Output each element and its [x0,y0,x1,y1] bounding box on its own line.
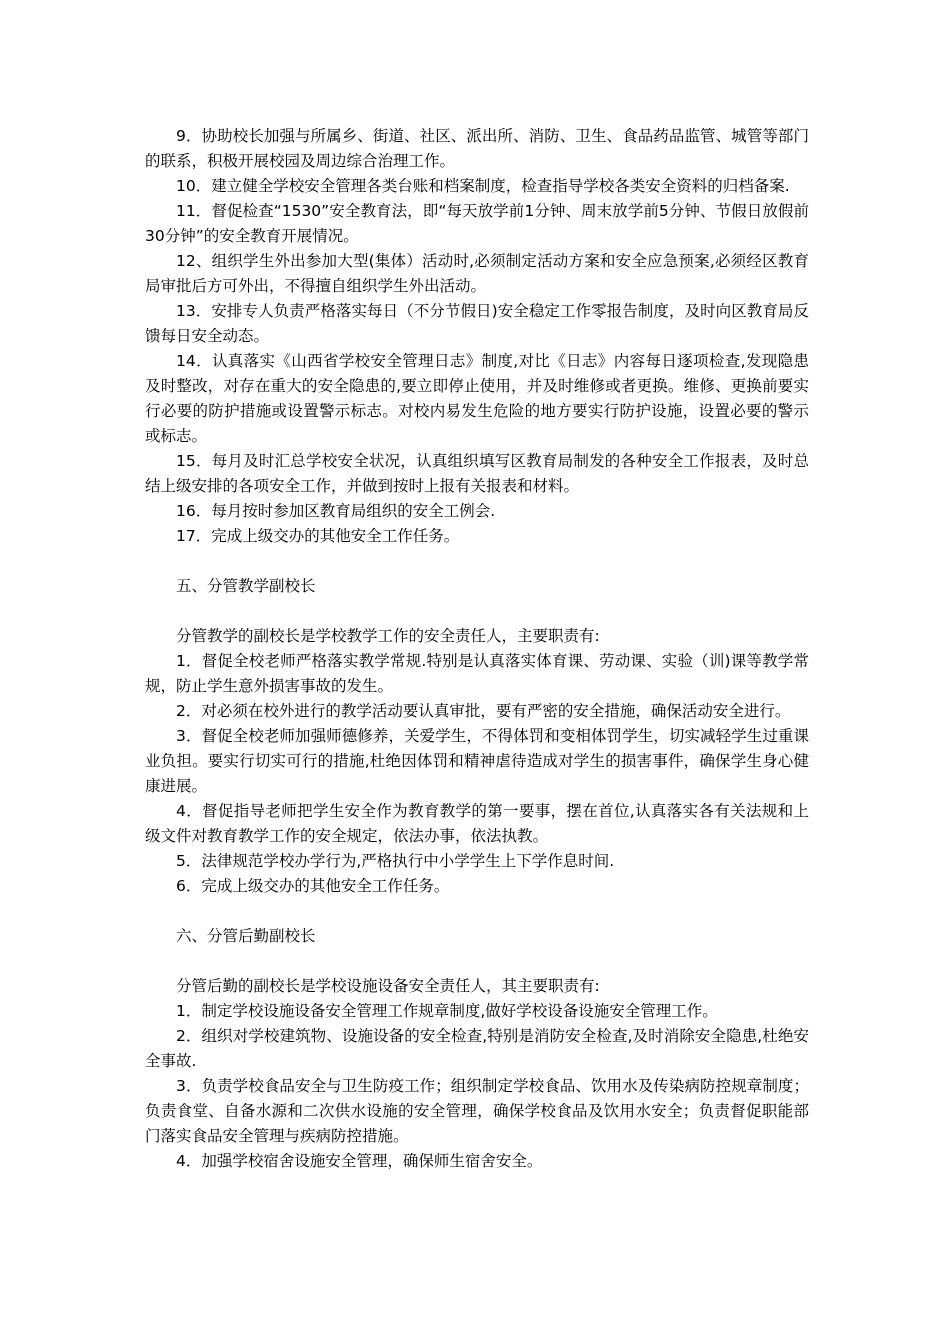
list-item: 4．加强学校宿舍设施安全管理，确保师生宿舍安全。 [176,1152,543,1170]
list-item: 1．制定学校设施设备安全管理工作规章制度,做好学校设备设施安全管理工作。 [176,1002,718,1020]
list-item: 10．建立健全学校安全管理各类台账和档案制度，检查指导学校各类安全资料的归档备案. [176,177,790,195]
document-body [145,124,809,1174]
section-heading: 六、分管后勤副校长 [176,927,316,945]
list-item: 14．认真落实《山西省学校安全管理日志》制度,对比《日志》内容每日逐项检查,发现隐患及时整改，对存在重大的安全隐患的,要立即停止使用，并及时维修或者更换。维修、更换前要实行必要的防护措施或设置警示标志。对校内易发生危险的地方要实行防护设施，设置必要的警示或标志。 [145,352,809,445]
list-item: 3．负责学校食品安全与卫生防疫工作；组织制定学校食品、饮用水及传染病防控规章制度；负责食堂、自备水源和二次供水设施的安全管理，确保学校食品及饮用水安全；负责督促职能部门落实食品安全管理与疾病防控措施。 [145,1077,809,1145]
section-heading: 五、分管教学副校长 [176,577,316,595]
list-item: 15．每月及时汇总学校安全状况，认真组织填写区教育局制发的各种安全工作报表，及时总结上级安排的各项安全工作，并做到按时上报有关报表和材料。 [145,452,809,495]
list-item: 2．对必须在校外进行的教学活动要认真审批，要有严密的安全措施，确保活动安全进行。 [176,702,791,720]
list-item: 3．督促全校老师加强师德修养，关爱学生，不得体罚和变相体罚学生，切实减轻学生过重课业负担。要实行切实可行的措施,杜绝因体罚和精神虐待造成对学生的损害事件，确保学生身心健康进展。 [145,727,809,795]
list-item: 4．督促指导老师把学生安全作为教育教学的第一要事，摆在首位,认真落实各有关法规和上级文件对教育教学工作的安全规定，依法办事，依法执教。 [145,802,809,845]
list-item: 6．完成上级交办的其他安全工作任务。 [176,877,450,895]
list-item: 1．督促全校老师严格落实教学常规.特别是认真落实体育课、劳动课、实验（训)课等教学常规，防止学生意外损害事故的发生。 [145,652,809,695]
list-item: 9．协助校长加强与所属乡、街道、社区、派出所、消防、卫生、食品药品监管、城管等部门的联系，积极开展校园及周边综合治理工作。 [145,127,809,170]
spacer [145,599,809,624]
list-item: 12、组织学生外出参加大型(集体）活动时,必须制定活动方案和安全应急预案,必须经区教育局审批后方可外出，不得擅自组织学生外出活动。 [145,252,809,295]
list-item: 2．组织对学校建筑物、设施设备的安全检查,特别是消防安全检查,及时消除安全隐患,杜绝安全事故. [145,1027,809,1070]
section-intro: 分管教学的副校长是学校教学工作的安全责任人，主要职责有: [176,627,600,645]
list-item: 11．督促检查“1530”安全教育法，即“每天放学前1分钟、周末放学前5分钟、节假日放假前30分钟”的安全教育开展情况。 [145,202,809,245]
list-item: 13．安排专人负责严格落实每日（不分节假日)安全稳定工作零报告制度，及时向区教育局反馈每日安全动态。 [145,302,809,345]
list-item: 16．每月按时参加区教育局组织的安全工例会. [176,502,496,520]
section-intro: 分管后勤的副校长是学校设施设备安全责任人，其主要职责有: [176,977,600,995]
spacer [145,949,809,974]
list-item: 5．法律规范学校办学行为,严格执行中小学学生上下学作息时间. [176,852,615,870]
list-item: 17．完成上级交办的其他安全工作任务。 [176,527,460,545]
spacer [145,899,809,924]
spacer [145,549,809,574]
